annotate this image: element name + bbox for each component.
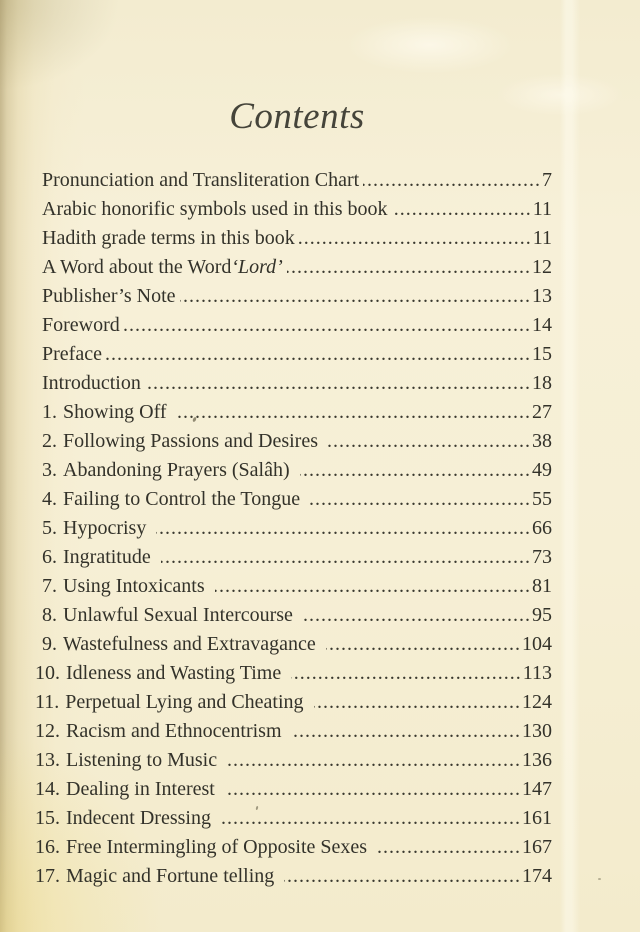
toc-dot-leader: [392, 195, 532, 224]
scan-speck: [598, 878, 601, 880]
toc-entry-label: Hypocrisy: [63, 517, 147, 539]
toc-dot-leader: [314, 688, 521, 717]
toc-entry-label: Ingratitude: [63, 546, 151, 568]
toc-entry-number: 11.: [35, 691, 60, 713]
toc-entry-number: 16.: [35, 836, 60, 858]
toc-dot-leader: [300, 456, 531, 485]
toc-entry-page: 174: [522, 865, 552, 887]
toc-entry-page: 113: [522, 662, 552, 684]
toc-entry-label: Foreword: [42, 314, 120, 336]
toc-entry: [42, 543, 552, 572]
toc-entry: [35, 804, 552, 833]
toc-entry: [42, 224, 552, 253]
toc-entry-page: 136: [522, 749, 552, 771]
toc-entry: [42, 253, 552, 282]
toc-entry-number: 10.: [35, 662, 60, 684]
toc-entry-label: Unlawful Sexual Intercourse: [63, 604, 293, 626]
toc-entry-label: Showing Off: [63, 401, 167, 423]
toc-entry-page: 12: [532, 256, 552, 278]
toc-entry-label-italic: ‘Lord’: [231, 256, 283, 278]
toc-entry-number: 5.: [42, 517, 57, 539]
toc-entry: [42, 166, 552, 195]
toc-dot-leader: [215, 572, 531, 601]
toc-entry-number: 2.: [42, 430, 57, 452]
toc-dot-leader: [145, 369, 531, 398]
toc-entry: [42, 601, 552, 630]
toc-entry-label: Wastefulness and Extravagance: [63, 633, 316, 655]
toc-entry-page: 147: [522, 778, 552, 800]
toc-entry-label: Free Intermingling of Opposite Sexes: [66, 836, 368, 858]
toc-dot-leader: [291, 659, 521, 688]
toc-entry: [42, 630, 552, 659]
toc-entry-label: Racism and Ethnocentrism: [66, 720, 282, 742]
toc-dot-leader: [180, 282, 531, 311]
toc-entry-page: 66: [532, 517, 552, 539]
toc-entry: [35, 833, 552, 862]
toc-dot-leader: [326, 630, 521, 659]
toc-entry-label: A Word about the Word: [42, 256, 232, 278]
toc-entry: [42, 398, 552, 427]
toc-dot-leader: [287, 253, 531, 282]
toc-entry-label: Abandoning Prayers (Salâh): [63, 459, 290, 481]
toc-entry-page: 38: [532, 430, 552, 452]
toc-dot-leader: [161, 543, 531, 572]
toc-entry-page: 13: [532, 285, 552, 307]
toc-dot-leader: [299, 224, 532, 253]
toc-entry-page: 104: [522, 633, 552, 655]
toc-entry: [42, 427, 552, 456]
toc-entry-page: 11: [532, 227, 552, 249]
toc-dot-leader: [177, 398, 531, 427]
toc-entry-number: 1.: [42, 401, 57, 423]
toc-entry: [42, 369, 552, 398]
toc-entry-page: 81: [532, 575, 552, 597]
toc-entry-page: 15: [532, 343, 552, 365]
toc-entry-label: Listening to Music: [66, 749, 218, 771]
toc-entry-label: Hadith grade terms in this book: [42, 227, 295, 249]
toc-dot-leader: [292, 717, 521, 746]
toc-entry: [42, 485, 552, 514]
toc-entry-number: 12.: [35, 720, 60, 742]
toc-entry-number: 9.: [42, 633, 57, 655]
toc-entry-number: 14.: [35, 778, 60, 800]
toc-entry-label: Preface: [42, 343, 102, 365]
toc-entry-page: 130: [522, 720, 552, 742]
toc-dot-leader: [227, 746, 521, 775]
toc-dot-leader: [328, 427, 531, 456]
toc-entry-page: 11: [532, 198, 552, 220]
toc-entry-label: Magic and Fortune telling: [66, 865, 275, 887]
toc-entry-label: Indecent Dressing: [66, 807, 211, 829]
toc-entry-page: 55: [532, 488, 552, 510]
toc-entry-label: Failing to Control the Tongue: [63, 488, 301, 510]
toc-entry: [35, 862, 552, 891]
toc-entry-page: 161: [522, 807, 552, 829]
toc-entry-number: 4.: [42, 488, 57, 510]
toc-entry-label: Using Intoxicants: [63, 575, 205, 597]
toc-dot-leader: [225, 775, 521, 804]
toc-entry-page: 49: [532, 459, 552, 481]
toc-entry-label: Following Passions and Desires: [63, 430, 318, 452]
toc-entry-label: Introduction: [42, 372, 141, 394]
toc-entry-label: Perpetual Lying and Cheating: [65, 691, 304, 713]
toc-entry-page: 14: [532, 314, 552, 336]
toc-entry: [35, 688, 552, 717]
toc-dot-leader: [124, 311, 531, 340]
table-of-contents: [35, 166, 552, 891]
toc-entry-number: 6.: [42, 546, 57, 568]
page-title: Contents: [229, 96, 365, 137]
toc-entry: [35, 775, 552, 804]
toc-entry-label: Arabic honorific symbols used in this book: [42, 198, 388, 220]
toc-entry-label: Pronunciation and Transliteration Chart: [42, 169, 360, 191]
toc-entry: [42, 456, 552, 485]
toc-entry-number: 7.: [42, 575, 57, 597]
toc-entry: [42, 340, 552, 369]
toc-entry-number: 8.: [42, 604, 57, 626]
toc-entry-label: Dealing in Interest: [66, 778, 215, 800]
toc-entry-number: 15.: [35, 807, 60, 829]
toc-dot-leader: [310, 485, 531, 514]
toc-entry: [35, 659, 552, 688]
toc-dot-leader: [221, 804, 521, 833]
toc-entry: [42, 282, 552, 311]
toc-dot-leader: [377, 833, 521, 862]
toc-entry-number: 3.: [42, 459, 57, 481]
toc-entry-page: 167: [522, 836, 552, 858]
toc-dot-leader: [284, 862, 521, 891]
toc-entry-label: Publisher’s Note: [42, 285, 176, 307]
toc-entry: [42, 572, 552, 601]
toc-entry: [35, 717, 552, 746]
toc-entry: [42, 311, 552, 340]
toc-dot-leader: [106, 340, 531, 369]
toc-dot-leader: [303, 601, 531, 630]
toc-dot-leader: [363, 166, 541, 195]
toc-entry-page: 73: [532, 546, 552, 568]
toc-entry-page: 27: [532, 401, 552, 423]
toc-entry-page: 18: [532, 372, 552, 394]
toc-entry-number: 17.: [35, 865, 60, 887]
toc-entry: [35, 746, 552, 775]
toc-entry: [42, 514, 552, 543]
toc-entry-label: Idleness and Wasting Time: [66, 662, 282, 684]
toc-entry: [42, 195, 552, 224]
toc-entry-page: 95: [532, 604, 552, 626]
toc-entry-page: 124: [522, 691, 552, 713]
toc-entry-number: 13.: [35, 749, 60, 771]
toc-entry-page: 7: [542, 169, 552, 191]
toc-dot-leader: [156, 514, 531, 543]
